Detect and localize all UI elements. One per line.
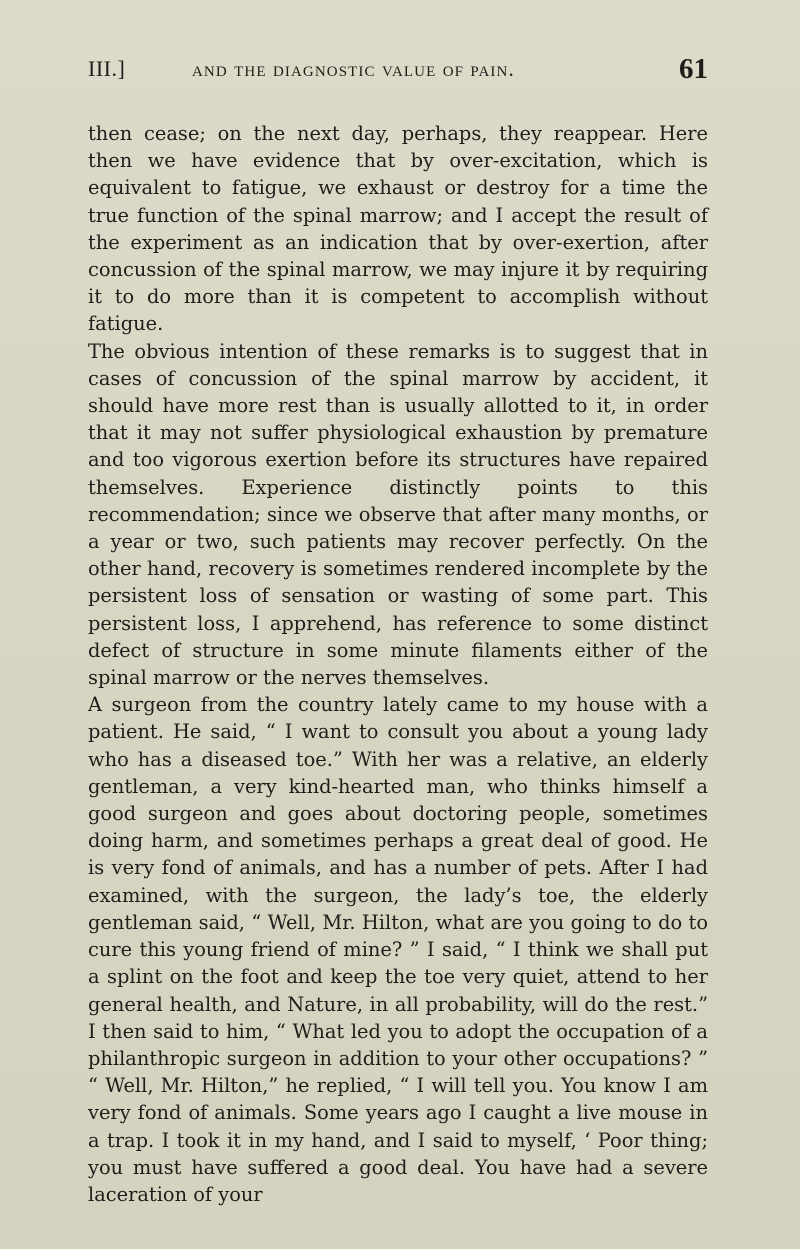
running-title: and the diagnostic value of pain. (192, 57, 515, 81)
paragraph-remarks: The obvious intention of these remarks is to suggest that in cases of concussion of the spinal marrow by accident, it should have more rest than is usually allotted to it, in order that it may not suffer physiological exhaustion by premature and too vigorous exertion before its structures have repaired themselves. Experience distinctly points to this recommendation; since we observe that after many months, or a year or two, such patients may recover perfectly. On the other hand, recovery is sometimes rendered incomplete by the persistent loss of sensation or wasting of some part. This persistent loss, I apprehend, has reference to some distinct defect of structure in some minute filaments either of the spinal marrow or the nerves themselves. (88, 339, 708, 690)
page-number: 61 (679, 53, 708, 85)
paragraph-continuation: then cease; on the next day, perhaps, they reappear. Here then we have evidence that by over-excitation, which is equivalent to fatigue, we exhaust or destroy for a time the true function of the spinal marrow; and I accept the result of the experiment as an indication that by over-exertion, after concussion of the spinal marrow, we may injure it by requiring it to do more than it is competent to accomplish without fatigue. (88, 122, 708, 336)
chapter-number: III.] (88, 56, 126, 81)
paragraph-surgeon-anecdote: A surgeon from the country lately came to my house with a patient. He said, “ I want to consult you about a young lady who has a diseased toe.” With her was a relative, an elderly gentleman, a very kind-hearted man, who thinks himself a good surgeon and goes about doctoring people, sometimes doing harm, and sometimes perhaps a great deal of good. He is very fond of animals, and has a number of pets. After I had examined, with the surgeon, the lady’s toe, the elderly gentleman said, “ Well, Mr. Hilton, what are you going to do to cure this young friend of mine? ” I said, “ I think we shall put a splint on the foot and keep the toe very quiet, attend to her general health, and Nature, in all probability, will do the rest.” I then said to him, “ What led you to adopt the occupation of a philanthropic surgeon in addition to your other occupations? ” “ Well, Mr. Hilton,” he replied, “ I will tell you. You know I am very fond of animals. Some years ago I caught a live mouse in a trap. I took it in my hand, and I said to myself, ‘ Poor thing; you must have suffered a good deal. You have had a severe laceration of your (88, 693, 708, 1206)
running-head (88, 53, 708, 90)
body-text (88, 120, 708, 1208)
